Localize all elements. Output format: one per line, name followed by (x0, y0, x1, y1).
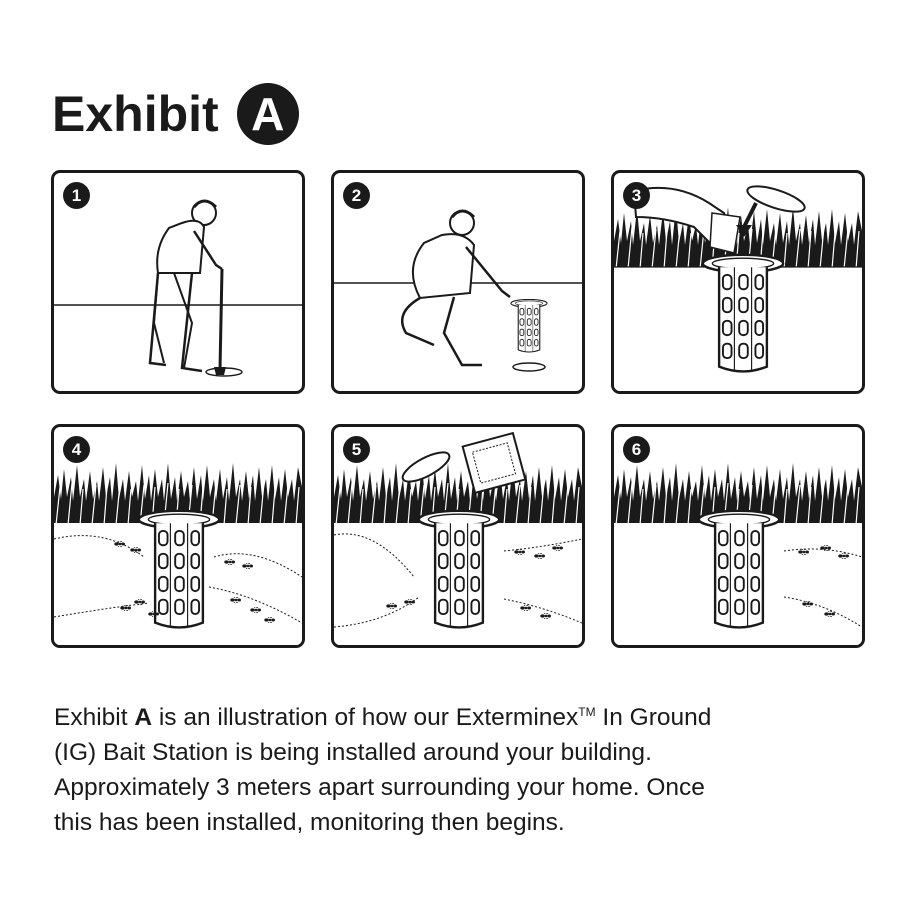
step-number-badge: 2 (343, 182, 370, 209)
exhibit-title-word: Exhibit (52, 86, 219, 142)
caption-text: Exhibit (54, 704, 135, 731)
step-panel-1 (51, 170, 305, 394)
step-panel-6 (611, 424, 865, 648)
exhibit-title (52, 82, 299, 146)
step-panel-2 (331, 170, 585, 394)
step-number-badge: 3 (623, 182, 650, 209)
step-number-badge: 4 (63, 436, 90, 463)
caption-line-1 (54, 695, 854, 735)
caption-line-3: Approximately 3 meters apart surrounding your home. Once (54, 774, 705, 801)
caption-text: In Ground (595, 704, 712, 731)
bait-replacement-illustration (334, 427, 582, 645)
hand-inserting-bait-illustration (614, 173, 862, 391)
caption-line-4: this has been installed, monitoring then begins. (54, 809, 565, 836)
trademark-symbol: TM (578, 705, 596, 719)
step-number-badge: 5 (343, 436, 370, 463)
exhibit-caption (54, 695, 854, 840)
monitoring-illustration (614, 427, 862, 645)
step-number-badge: 1 (63, 182, 90, 209)
person-digging-illustration (54, 173, 302, 391)
step-number-badge: 6 (623, 436, 650, 463)
caption-line-2: (IG) Bait Station is being installed around your building. (54, 739, 652, 766)
caption-bold-letter: A (134, 704, 153, 731)
termites-approach-illustration (54, 427, 302, 645)
caption-text: is an illustration of how our Exterminex (152, 704, 579, 731)
person-placing-station-illustration (334, 173, 582, 391)
step-panel-5 (331, 424, 585, 648)
step-panel-4 (51, 424, 305, 648)
exhibit-letter-badge: A (237, 83, 299, 145)
step-panel-3 (611, 170, 865, 394)
